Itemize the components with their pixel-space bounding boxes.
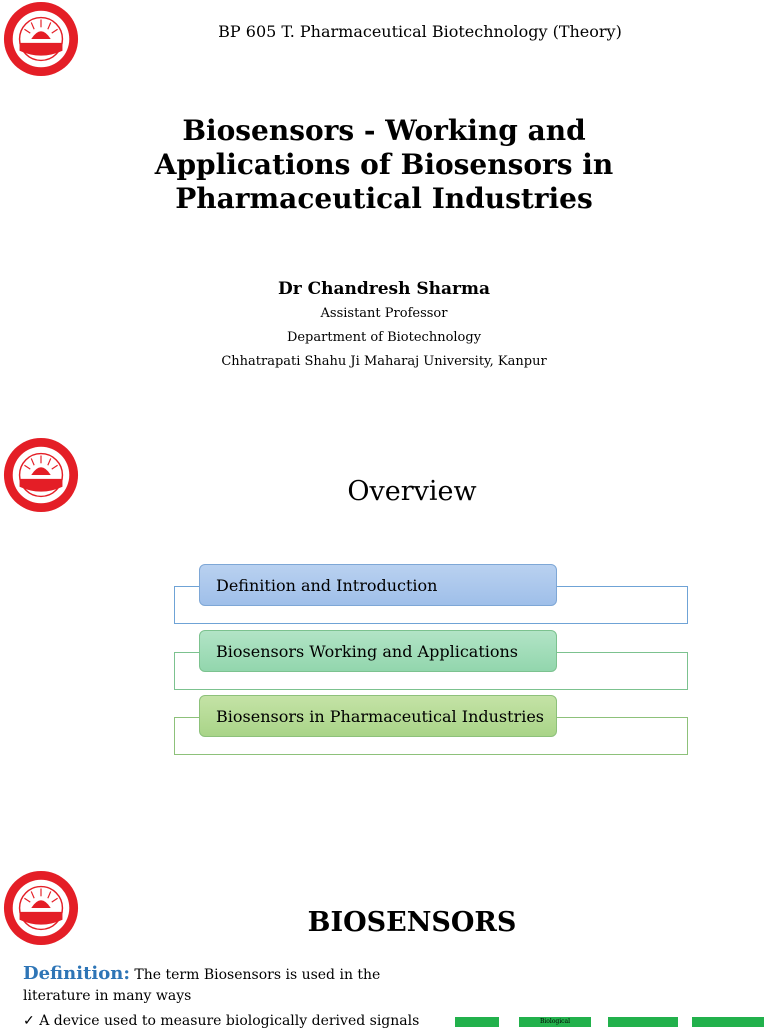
author-university: Chhatrapati Shahu Ji Maharaj University, Kanpur [221, 354, 547, 369]
biosensors-heading: BIOSENSORS [307, 907, 517, 938]
diagram-box [692, 1017, 764, 1027]
author-name: Dr Chandresh Sharma [277, 279, 490, 299]
overview-item-pharma[interactable]: Biosensors in Pharmaceutical Industries [199, 695, 557, 737]
diagram-box-biological: Biological [519, 1017, 591, 1027]
diagram-box [455, 1017, 499, 1027]
author-designation: Assistant Professor [320, 306, 448, 321]
course-title: BP 605 T. Pharmaceutical Biotechnology (Theory) [218, 22, 622, 41]
definition-label: Definition: [23, 963, 130, 984]
slide-title: Biosensors - Working and Applications of Biosensors in Pharmaceutical Industries [154, 114, 614, 215]
bullet-text: A device used to measure biologically derived signals [39, 1013, 420, 1029]
definition-text: The term Biosensors is used in the literature in many ways [23, 967, 381, 1004]
biosensors-slide [0, 855, 768, 1029]
overview-slide [0, 410, 768, 855]
university-seal-icon [2, 0, 80, 78]
diagram-box [608, 1017, 678, 1027]
university-seal-icon [2, 436, 80, 514]
overview-heading: Overview [347, 476, 477, 507]
definition-paragraph [23, 963, 433, 1007]
author-department: Department of Biotechnology [286, 330, 482, 345]
title-slide [0, 0, 768, 410]
university-seal-icon [2, 869, 80, 947]
checkmark-icon: ✓ [23, 1013, 35, 1029]
definition-bullet [23, 1013, 423, 1029]
overview-item-definition[interactable]: Definition and Introduction [199, 564, 557, 606]
overview-item-working[interactable]: Biosensors Working and Applications [199, 630, 557, 672]
